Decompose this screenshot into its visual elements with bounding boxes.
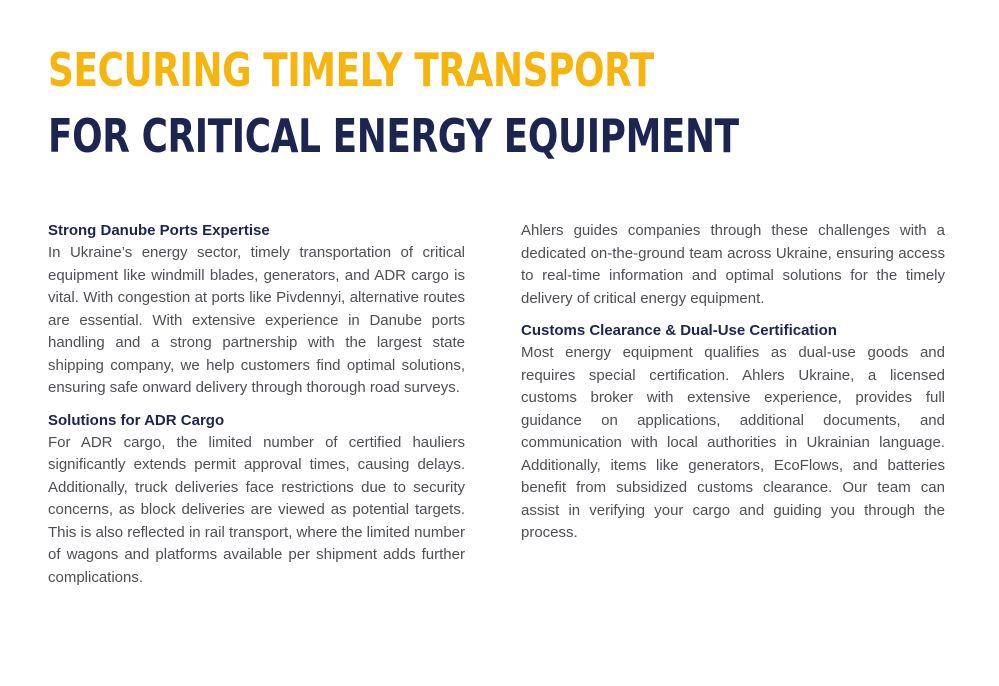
section-body-adr: For ADR cargo, the limited number of certified hauliers significantly extends permit approval times, causing delays. Additionally, truck deliveries face restrictions due to security concerns, as block deliveries are viewed as potential targets. This is also reflected in rail transport, where the limited number of wagons and platforms available per shipment adds further complications. — [48, 433, 465, 586]
section-body-customs: Most energy equipment qualifies as dual-use goods and requires special certification. Ahlers Ukraine, a licensed customs broker with extensive experience, provides full guidance on applications, additional documents, and communication with local authorities in Ukrainian language. Additionally, items like generators, EcoFlows, and batteries benefit from subsidized customs clearance. Our team can assist in verifying your cargo and guiding you through the process. — [521, 344, 945, 541]
title-line-1: SECURING TIMELY TRANSPORT — [48, 43, 654, 97]
title-line-2: FOR CRITICAL ENERGY EQUIPMENT — [48, 109, 739, 163]
section-heading-danube: Strong Danube Ports Expertise — [48, 222, 270, 239]
section-body-guidance: Ahlers guides companies through these challenges with a dedicated on-the-ground team across Ukraine, ensuring access to real-time information and optimal solutions for the timely delivery of critical energy equipment. — [521, 222, 945, 307]
section-heading-customs: Customs Clearance & Dual-Use Certification — [521, 322, 837, 339]
section-body-danube: In Ukraine’s energy sector, timely transportation of critical equipment like windmill blades, generators, and ADR cargo is vital. With congestion at ports like Pivdennyi, alternative routes are essential. With extensive experience in Danube ports handling and a strong partnership with the largest state shipping company, we help customers find optimal solutions, ensuring safe onward delivery through thorough road surveys. — [48, 244, 465, 396]
right-column — [521, 220, 945, 555]
left-column — [48, 220, 465, 599]
section-heading-adr: Solutions for ADR Cargo — [48, 411, 225, 429]
